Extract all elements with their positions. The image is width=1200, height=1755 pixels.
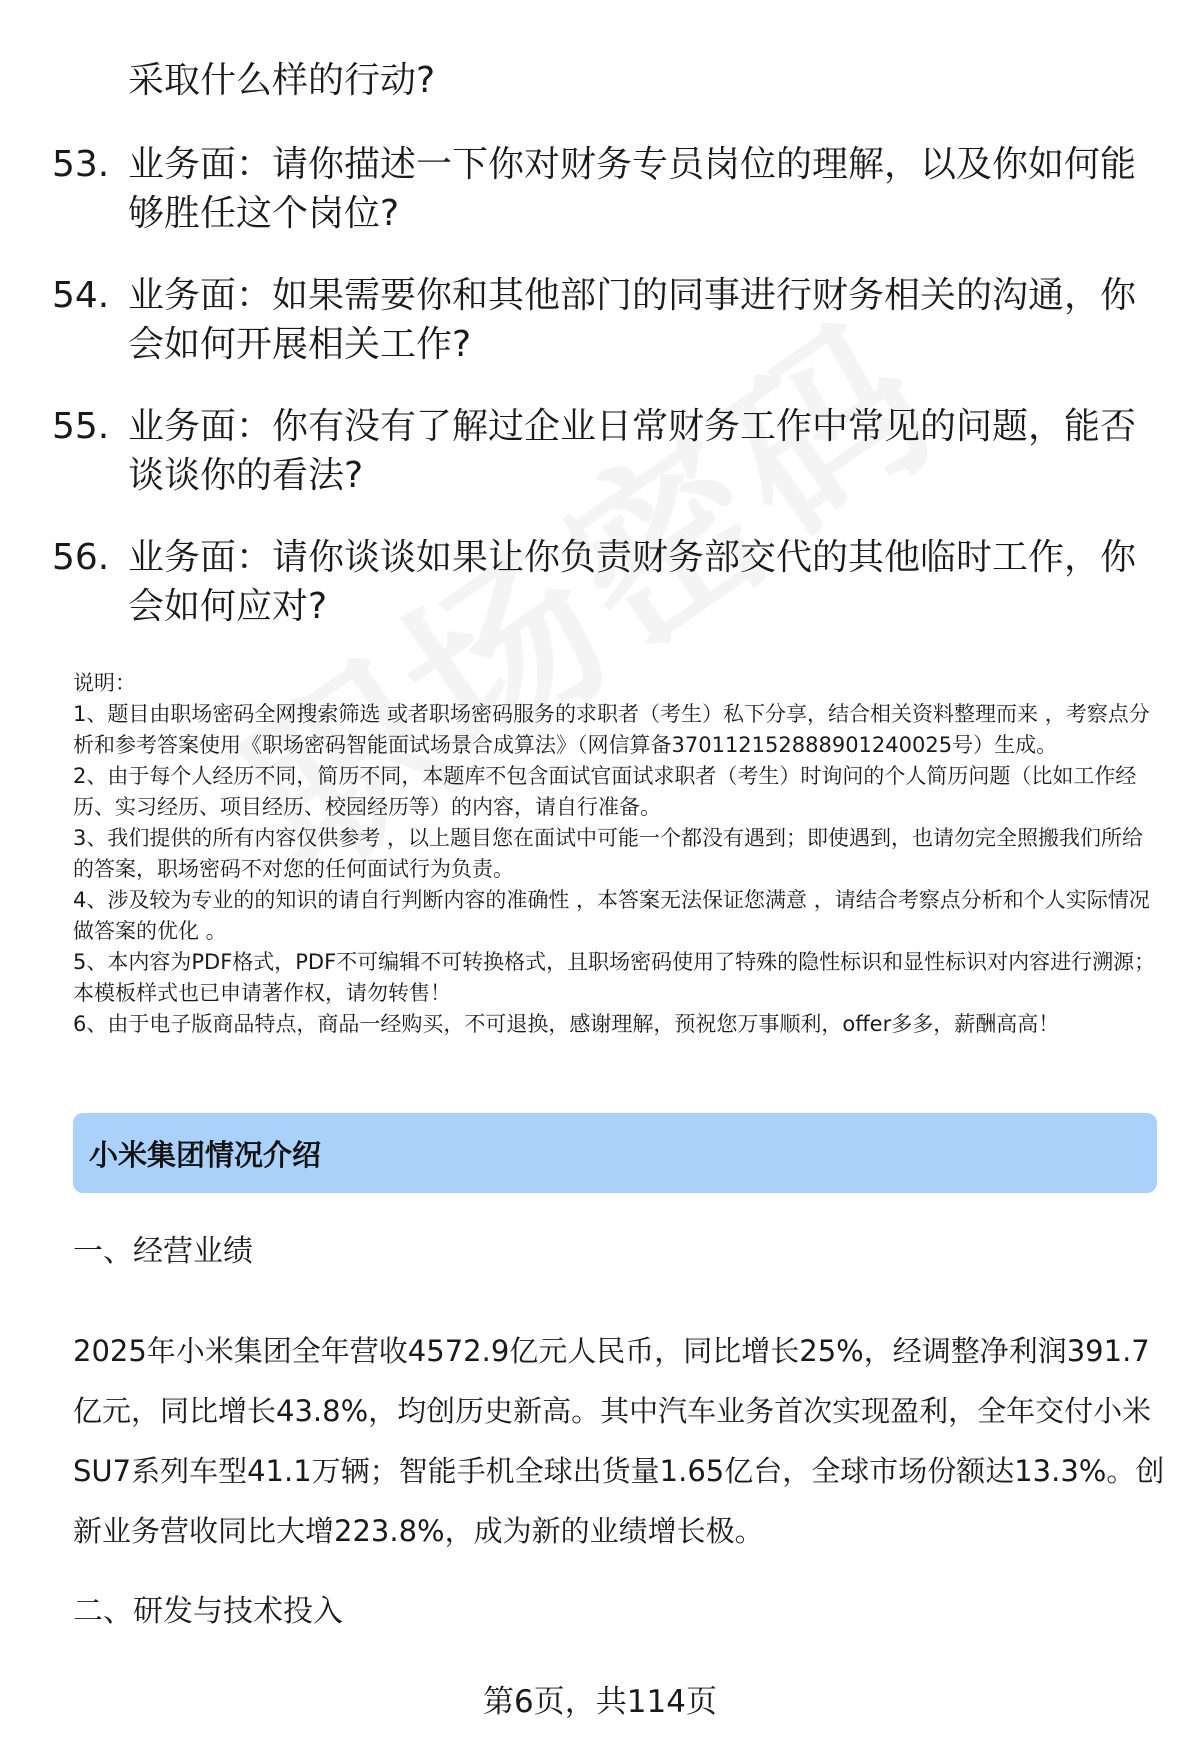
question-text: 业务面：请你描述一下你对财务专员岗位的理解，以及你如何能够胜任这个岗位? <box>128 144 1137 234</box>
note-item: 3、我们提供的所有内容仅供参考 ，以上题目您在面试中可能一个都没有遇到；即使遇到，也请勿完全照搬我们所给的答案，职场密码不对您的任何面试行为负责。 <box>73 826 1144 881</box>
notes-block <box>73 668 1163 1040</box>
question-item <box>52 140 1142 238</box>
note-item: 2、由于每个人经历不同，简历不同，本题库不包含面试官面试求职者（考生）时询问的个人简历问题（比如工作经历、实习经历、项目经历、校园经历等）的内容，请自行准备。 <box>73 764 1137 819</box>
note-item: 6、由于电子版商品特点，商品一经购买，不可退换，感谢理解，预祝您万事顺利，offer多多，薪酬高高！ <box>73 1012 1060 1036</box>
question-list <box>52 140 1142 664</box>
subheading-rnd: 二、研发与技术投入 <box>73 1594 343 1629</box>
question-number: 56. <box>52 537 110 578</box>
question-text: 业务面：请你谈谈如果让你负责财务部交代的其他临时工作，你会如何应对? <box>128 537 1137 627</box>
question-text: 业务面：如果需要你和其他部门的同事进行财务相关的沟通，你会如何开展相关工作? <box>128 275 1137 365</box>
question-number: 54. <box>52 275 110 316</box>
section-banner <box>73 1113 1157 1193</box>
question-item <box>52 533 1142 631</box>
note-item: 5、本内容为PDF格式，PDF不可编辑不可转换格式，且职场密码使用了特殊的隐性标识和显性标识对内容进行溯源；本模板样式也已申请著作权，请勿转售！ <box>73 950 1156 1005</box>
performance-paragraph: 2025年小米集团全年营收4572.9亿元人民币，同比增长25%，经调整净利润391.7亿元，同比增长43.8%，均创历史新高。其中汽车业务首次实现盈利，全年交付小米SU7系列车型41.1万辆；智能手机全球出货量1.65亿台，全球市场份额达13.3%。创新业务营收同比大增223.8%，成为新的业绩增长极。 <box>73 1334 1165 1548</box>
question-number: 53. <box>52 144 110 185</box>
notes-title: 说明： <box>73 671 136 695</box>
question-item <box>52 402 1142 500</box>
page-number-footer: 第6页，共114页 <box>483 1684 717 1720</box>
section-title: 小米集团情况介绍 <box>89 1137 322 1172</box>
note-item: 1、题目由职场密码全网搜索筛选 或者职场密码服务的求职者（考生）私下分享，结合相关资料整理而来 ，考察点分析和参考答案使用《职场密码智能面试场景合成算法》（网信算备370112152888901240025号）生成。 <box>73 702 1150 757</box>
question-text: 业务面：你有没有了解过企业日常财务工作中常见的问题，能否谈谈你的看法? <box>128 406 1137 496</box>
question-item <box>52 271 1142 369</box>
subheading-performance: 一、经营业绩 <box>73 1234 253 1269</box>
question-continuation: 采取什么样的行动? <box>128 60 436 101</box>
question-number: 55. <box>52 406 110 447</box>
note-item: 4、涉及较为专业的的知识的请自行判断内容的准确性 ，本答案无法保证您满意 ，请结合考察点分析和个人实际情况做答案的优化 。 <box>73 888 1150 943</box>
